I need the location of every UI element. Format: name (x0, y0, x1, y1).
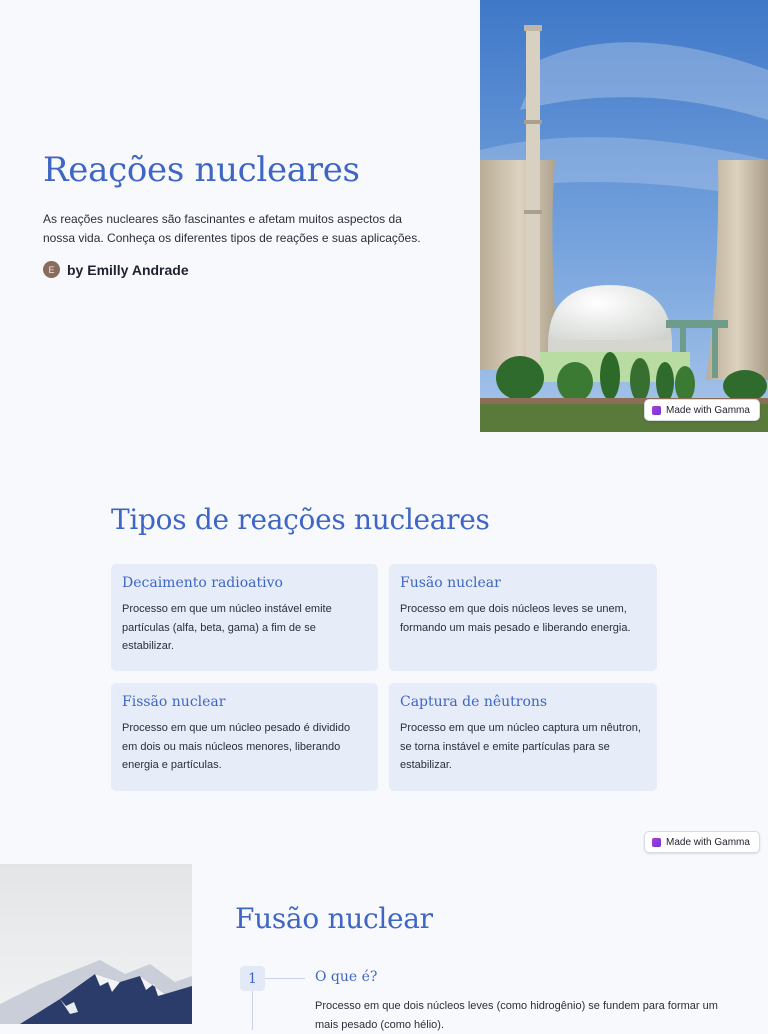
gamma-logo-icon (652, 838, 661, 847)
step-number: 1 (240, 966, 265, 991)
card-title: Decaimento radioativo (122, 575, 283, 591)
card-title: Captura de nêutrons (400, 694, 548, 710)
step-title: O que é? (315, 969, 378, 985)
reaction-types-grid (111, 564, 657, 791)
reaction-card (111, 683, 378, 791)
mountain-image (0, 864, 192, 1024)
hero-title: Reações nucleares (43, 150, 360, 190)
card-text: Processo em que dois núcleos leves se unem, formando um mais pesado e liberando energia. (400, 603, 631, 634)
card-text: Processo em que um núcleo pesado é dividido em dois ou mais núcleos menores, liberando energia e partículas. (122, 722, 351, 771)
reaction-card (389, 564, 657, 671)
hero-description: As reações nucleares são fascinantes e afetam muitos aspectos da nossa vida. Conheça os diferentes tipos de reações e suas aplicações. (43, 212, 421, 245)
nuclear-plant-image (480, 0, 768, 432)
made-with-gamma-badge[interactable] (644, 399, 760, 421)
badge-label: Made with Gamma (666, 404, 750, 416)
card-text: Processo em que um núcleo instável emite partículas (alfa, beta, gama) a fim de se estabilizar. (122, 603, 332, 652)
fusion-title: Fusão nuclear (235, 902, 433, 935)
timeline-line (252, 990, 253, 1030)
card-title: Fusão nuclear (400, 575, 501, 591)
gamma-logo-icon (652, 406, 661, 415)
author-name: by Emilly Andrade (67, 261, 189, 278)
author (43, 261, 189, 278)
section-title: Tipos de reações nucleares (111, 503, 490, 536)
badge-label: Made with Gamma (666, 836, 750, 848)
timeline-connector (265, 978, 305, 979)
made-with-gamma-badge[interactable] (644, 831, 760, 853)
step-text: Processo em que dois núcleos leves (como hidrogênio) se fundem para formar um mais pesado (como hélio). (315, 1000, 718, 1031)
reaction-card (111, 564, 378, 671)
avatar: E (43, 261, 60, 278)
card-text: Processo em que um núcleo captura um nêutron, se torna instável e emite partículas para se estabilizar. (400, 722, 641, 771)
card-title: Fissão nuclear (122, 694, 226, 710)
reaction-card (389, 683, 657, 791)
